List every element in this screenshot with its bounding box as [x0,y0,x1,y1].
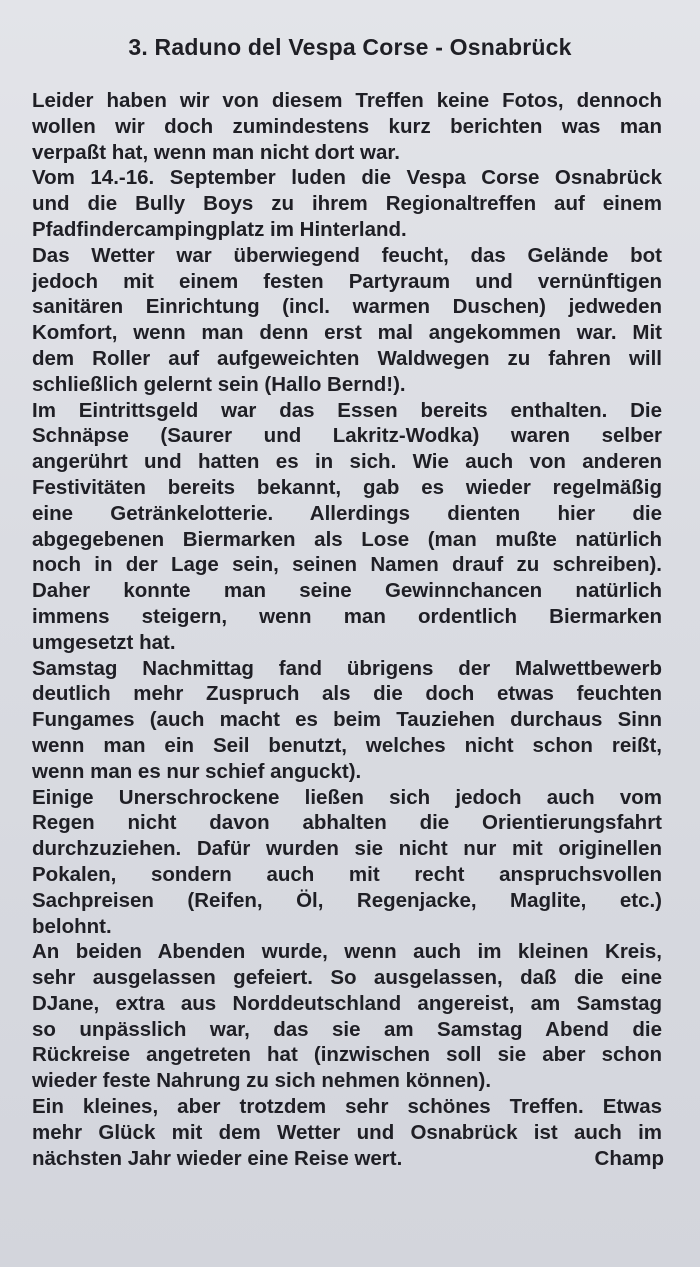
text-line: Fungames (auch macht es beim Tauziehen durchaus Sinn [32,708,662,732]
text-line: Das Wetter war überwiegend feucht, das Gelände bot [32,243,662,267]
paragraph [32,1094,662,1171]
text-line: wollen wir doch zumindestens kurz berichten was man [32,114,662,138]
text-line: umgesetzt hat. [32,630,176,654]
text-line: wenn man es nur schief anguckt). [32,759,362,783]
text-line: abgegebenen Biermarken als Lose (man mußte natürlich [32,527,662,551]
paragraph [32,165,662,242]
text-line: dem Roller auf aufgeweichten Waldwegen zu fahren will [32,346,662,370]
text-line: belohnt. [32,914,112,938]
paragraph [32,88,662,165]
text-line: sehr ausgelassen gefeiert. So ausgelassen, daß die eine [32,966,662,990]
text-line: schließlich gelernt sein (Hallo Bernd!). [32,372,406,396]
text-line: Pfadfindercampingplatz im Hinterland. [32,217,407,241]
text-line: durchzuziehen. Dafür wurden sie nicht nur mit originellen [32,837,662,861]
text-line: immens steigern, wenn man ordentlich Biermarken [32,604,662,628]
text-line: verpaßt hat, wenn man nicht dort war. [32,140,400,164]
text-line: Pokalen, sondern auch mit recht anspruchsvollen [32,862,662,886]
text-line: mehr Glück mit dem Wetter und Osnabrück ist auch im [32,1120,662,1144]
text-line: DJane, extra aus Norddeutschland angereist, am Samstag [32,991,662,1015]
article-body [32,88,662,1171]
text-line: nächsten Jahr wieder eine Reise wert. [32,1146,403,1170]
text-line: wieder feste Nahrung zu sich nehmen können). [32,1069,492,1093]
text-line: Daher konnte man seine Gewinnchancen natürlich [32,579,662,603]
text-line: Einige Unerschrockene ließen sich jedoch auch vom [32,785,662,809]
text-line: Leider haben wir von diesem Treffen keine Fotos, dennoch [32,89,662,112]
text-line: wenn man ein Seil benutzt, welches nicht schon reißt, [32,733,662,757]
text-line: An beiden Abenden wurde, wenn auch im kleinen Kreis, [32,940,662,964]
text-line: so unpässlich war, das sie am Samstag Abend die [32,1017,662,1041]
text-line: Schnäpse (Saurer und Lakritz-Wodka) waren selber [32,424,662,448]
text-line: Sachpreisen (Reifen, Öl, Regenjacke, Maglite, etc.) [32,888,662,912]
text-line: Regen nicht davon abhalten die Orientierungsfahrt [32,811,662,835]
text-line: noch in der Lage sein, seinen Namen drauf zu schreiben). [32,553,662,577]
text-line: und die Bully Boys zu ihrem Regionaltreffen auf einem [32,192,662,216]
text-line: jedoch mit einem festen Partyraum und vernünftigen [32,269,662,293]
article-title: 3. Raduno del Vespa Corse - Osnabrück [128,34,572,60]
text-line: Ein kleines, aber trotzdem sehr schönes Treffen. Etwas [32,1095,662,1119]
text-line: Im Eintrittsgeld war das Essen bereits enthalten. Die [32,398,662,422]
paragraph [32,243,662,398]
paragraph [32,398,662,656]
text-line: Samstag Nachmittag fand übrigens der Malwettbewerb [32,656,662,680]
author-signature: Champ [594,1146,664,1170]
text-line: angerührt und hatten es in sich. Wie auch von anderen [32,450,662,474]
text-line: sanitären Einrichtung (incl. warmen Duschen) jedweden [32,295,662,319]
text-line: eine Getränkelotterie. Allerdings dienten hier die [32,501,662,525]
text-line: Festivitäten bereits bekannt, gab es wieder regelmäßig [32,475,662,499]
paragraph [32,939,662,1094]
text-line: Rückreise angetreten hat (inzwischen soll sie aber schon [32,1043,662,1067]
paragraph [32,656,662,785]
text-line: deutlich mehr Zuspruch als die doch etwas feuchten [32,682,662,706]
text-line: Vom 14.-16. September luden die Vespa Corse Osnabrück [32,166,662,190]
paragraph [32,785,662,940]
text-line: Komfort, wenn man denn erst mal angekommen war. Mit [32,321,662,345]
closing-line [32,1146,662,1172]
